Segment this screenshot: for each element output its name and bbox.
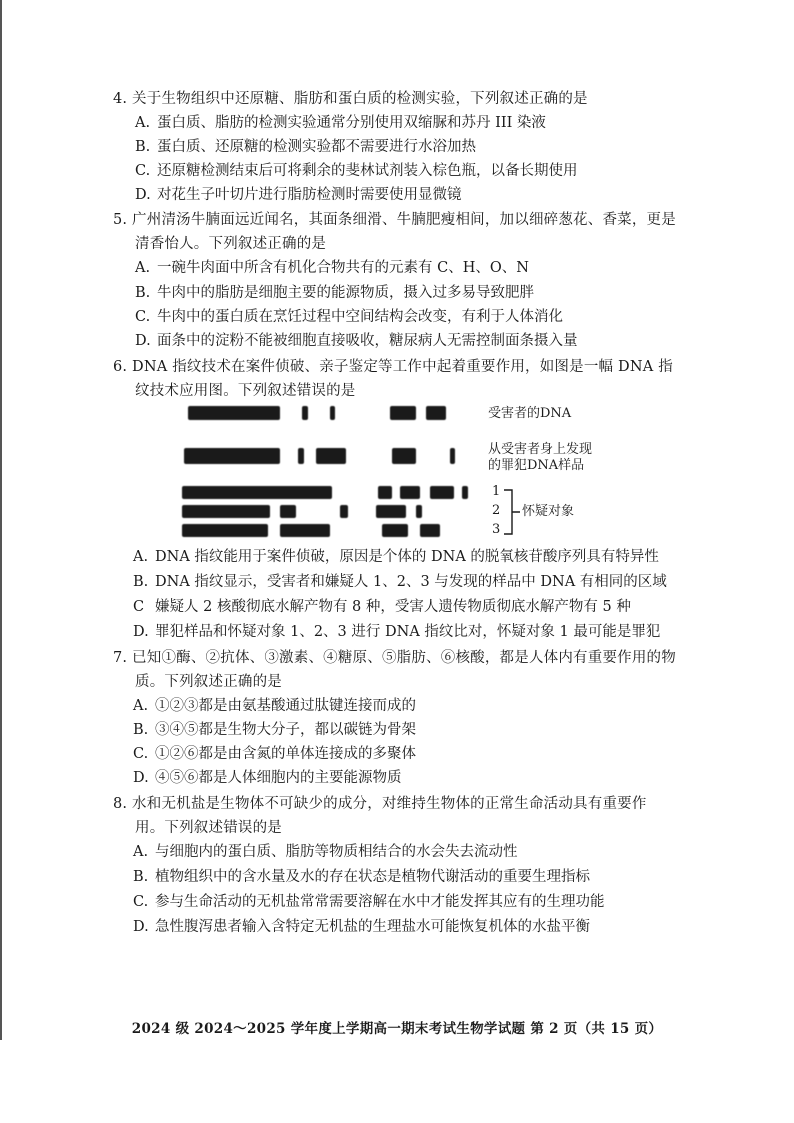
q7-option-b bbox=[133, 720, 416, 740]
q5-option-d bbox=[135, 331, 578, 351]
suspect-2-band bbox=[182, 505, 270, 518]
q7-option-b-text: ③④⑤都是生物大分子，都以碳链为骨架 bbox=[155, 722, 416, 738]
q8-option-b bbox=[133, 867, 590, 887]
q6-stem-line1: 6. DNA 指纹技术在案件侦破、亲子鉴定等工作中起着重要作用，如图是一幅 DNA 指 bbox=[113, 359, 673, 375]
q5-stem-line2: 清香怡人。下列叙述正确的是 bbox=[135, 236, 327, 252]
q8-option-b-label: B. bbox=[133, 869, 149, 885]
q5-option-c-text: 牛肉中的蛋白质在烹饪过程中空间结构会改变，有利于人体消化 bbox=[157, 309, 563, 325]
q6-stem-line2: 纹技术应用图。下列叙述错误的是 bbox=[135, 383, 356, 399]
q7-option-d-label: D. bbox=[133, 770, 149, 786]
q8-option-a-text: 与细胞内的蛋白质、脂肪等物质相结合的水会失去流动性 bbox=[155, 844, 518, 860]
q4-option-d bbox=[135, 185, 462, 205]
q6-option-c bbox=[133, 597, 631, 617]
q4-option-b-text: 蛋白质、还原糖的检测实验都不需要进行水浴加热 bbox=[157, 139, 476, 155]
q6-option-a-text: DNA 指纹能用于案件侦破，原因是个体的 DNA 的脱氧核苷酸序列具有特异性 bbox=[155, 549, 659, 565]
q6-option-d bbox=[133, 622, 660, 642]
q8-option-a-label: A. bbox=[133, 844, 149, 860]
q5-option-b-label: B. bbox=[135, 285, 151, 301]
sample-band bbox=[450, 448, 455, 464]
q4-option-d-text: 对花生子叶切片进行脂肪检测时需要使用显微镜 bbox=[157, 187, 462, 203]
sample-band bbox=[392, 448, 416, 464]
q6-option-b-text: DNA 指纹显示，受害者和嫌疑人 1、2、3 与发现的样品中 DNA 有相同的区域 bbox=[155, 574, 667, 590]
victim-dna-label: 受害者的DNA bbox=[488, 406, 572, 421]
suspect-1-band bbox=[430, 486, 454, 499]
suspect-1-band bbox=[378, 486, 392, 499]
q5-option-c bbox=[135, 307, 563, 327]
suspect-bracket bbox=[502, 484, 522, 540]
q7-stem-line1: 7. 已知①酶、②抗体、③激素、④糖原、⑤脂肪、⑥核酸，都是人体内有重要作用的物 bbox=[113, 650, 676, 666]
suspect-label: 怀疑对象 bbox=[522, 504, 575, 519]
q8-stem-line1: 8. 水和无机盐是生物体不可缺少的成分，对维持生物体的正常生命活动具有重要作 bbox=[113, 796, 647, 812]
q7-option-a bbox=[133, 696, 416, 716]
victim-band bbox=[302, 406, 308, 420]
q4-option-c-text: 还原糖检测结束后可将剩余的斐林试剂装入棕色瓶，以备长期使用 bbox=[157, 163, 578, 179]
q7-option-d bbox=[133, 768, 402, 788]
q7-option-c-text: ①②⑥都是由含氮的单体连接成的多聚体 bbox=[155, 746, 416, 762]
suspect-3-band bbox=[382, 524, 408, 537]
suspect-number-1: 1 bbox=[492, 484, 501, 499]
q5-stem-line1: 5. 广州清汤牛腩面远近闻名，其面条细滑、牛腩肥瘦相间，加以细碎葱花、香菜，更是 bbox=[113, 212, 676, 228]
q7-stem-line2: 质。下列叙述正确的是 bbox=[135, 674, 282, 690]
victim-band bbox=[330, 406, 335, 420]
q4-option-a bbox=[135, 113, 546, 133]
q7-option-b-label: B. bbox=[133, 722, 149, 738]
q5-option-b bbox=[135, 283, 534, 303]
q6-option-a bbox=[133, 547, 659, 567]
sample-band bbox=[184, 448, 280, 464]
q5-option-b-text: 牛肉中的脂肪是细胞主要的能源物质，摄入过多易导致肥胖 bbox=[157, 285, 534, 301]
q6-option-c-label: C bbox=[133, 599, 145, 615]
q4-option-a-text: 蛋白质、脂肪的检测实验通常分别使用双缩脲和苏丹 III 染液 bbox=[157, 115, 546, 131]
suspect-2-band bbox=[340, 505, 348, 518]
suspect-2-band bbox=[280, 505, 296, 518]
q5-option-d-label: D. bbox=[135, 333, 151, 349]
victim-band bbox=[188, 406, 280, 420]
suspect-3-band bbox=[182, 524, 268, 537]
q5-option-a bbox=[135, 258, 529, 278]
q7-option-a-label: A. bbox=[133, 698, 149, 714]
sample-band bbox=[316, 448, 346, 464]
q4-option-d-label: D. bbox=[135, 187, 151, 203]
q8-option-d bbox=[133, 917, 590, 937]
suspect-1-band bbox=[462, 486, 468, 499]
suspect-1-band bbox=[400, 486, 420, 499]
q6-option-d-text: 罪犯样品和怀疑对象 1、2、3 进行 DNA 指纹比对，怀疑对象 1 最可能是罪犯 bbox=[155, 624, 661, 640]
q7-option-c bbox=[133, 744, 416, 764]
q4-option-b-label: B. bbox=[135, 139, 151, 155]
q5-option-a-label: A. bbox=[135, 260, 151, 276]
q4-stem: 4. 关于生物组织中还原糖、脂肪和蛋白质的检测实验，下列叙述正确的是 bbox=[113, 91, 588, 107]
q7-option-a-text: ①②③都是由氨基酸通过肽键连接而成的 bbox=[155, 698, 416, 714]
q4-option-b bbox=[135, 137, 476, 157]
q8-option-b-text: 植物组织中的含水量及水的存在状态是植物代谢活动的重要生理指标 bbox=[155, 869, 590, 885]
crime-sample-label-line2: 的罪犯DNA样品 bbox=[488, 458, 585, 473]
q5-option-d-text: 面条中的淀粉不能被细胞直接吸收，糖尿病人无需控制面条摄入量 bbox=[157, 333, 578, 349]
suspect-1-band bbox=[182, 486, 332, 499]
q5-option-c-label: C. bbox=[135, 309, 151, 325]
q4-option-a-label: A. bbox=[135, 115, 151, 131]
page-footer: 2024 级 2024～2025 学年度上学期高一期末考试生物学试题 第 2 页（共 15 页） bbox=[131, 1021, 663, 1037]
q6-option-a-label: A. bbox=[133, 549, 149, 565]
q4-option-c bbox=[135, 161, 578, 181]
q8-option-c-label: C. bbox=[133, 894, 149, 910]
q8-option-a bbox=[133, 842, 518, 862]
crime-sample-label-line1: 从受害者身上发现 bbox=[488, 442, 593, 457]
suspect-3-band bbox=[280, 524, 330, 537]
q5-option-a-text: 一碗牛肉面中所含有机化合物共有的元素有 C、H、O、N bbox=[157, 260, 529, 276]
victim-band bbox=[390, 406, 416, 420]
dna-fingerprint-figure bbox=[180, 400, 620, 540]
suspect-3-band bbox=[420, 524, 440, 537]
q6-option-b-label: B. bbox=[133, 574, 149, 590]
q6-option-b bbox=[133, 572, 667, 592]
q7-option-d-text: ④⑤⑥都是人体细胞内的主要能源物质 bbox=[155, 770, 402, 786]
q4-option-c-label: C. bbox=[135, 163, 151, 179]
q8-option-c-text: 参与生命活动的无机盐常常需要溶解在水中才能发挥其应有的生理功能 bbox=[155, 894, 605, 910]
suspect-2-band bbox=[416, 505, 422, 518]
q8-option-c bbox=[133, 892, 605, 912]
q7-option-c-label: C. bbox=[133, 746, 149, 762]
q8-stem-line2: 用。下列叙述错误的是 bbox=[135, 820, 282, 836]
victim-band bbox=[426, 406, 446, 420]
sample-band bbox=[298, 448, 304, 464]
suspect-2-band bbox=[376, 505, 406, 518]
q8-option-d-label: D. bbox=[133, 919, 149, 935]
q6-option-d-label: D. bbox=[133, 624, 149, 640]
q6-option-c-text: 嫌疑人 2 核酸彻底水解产物有 8 种，受害人遗传物质彻底水解产物有 5 种 bbox=[155, 599, 631, 615]
suspect-number-2: 2 bbox=[492, 503, 501, 518]
suspect-number-3: 3 bbox=[492, 522, 501, 537]
q8-option-d-text: 急性腹泻患者输入含特定无机盐的生理盐水可能恢复机体的水盐平衡 bbox=[155, 919, 590, 935]
